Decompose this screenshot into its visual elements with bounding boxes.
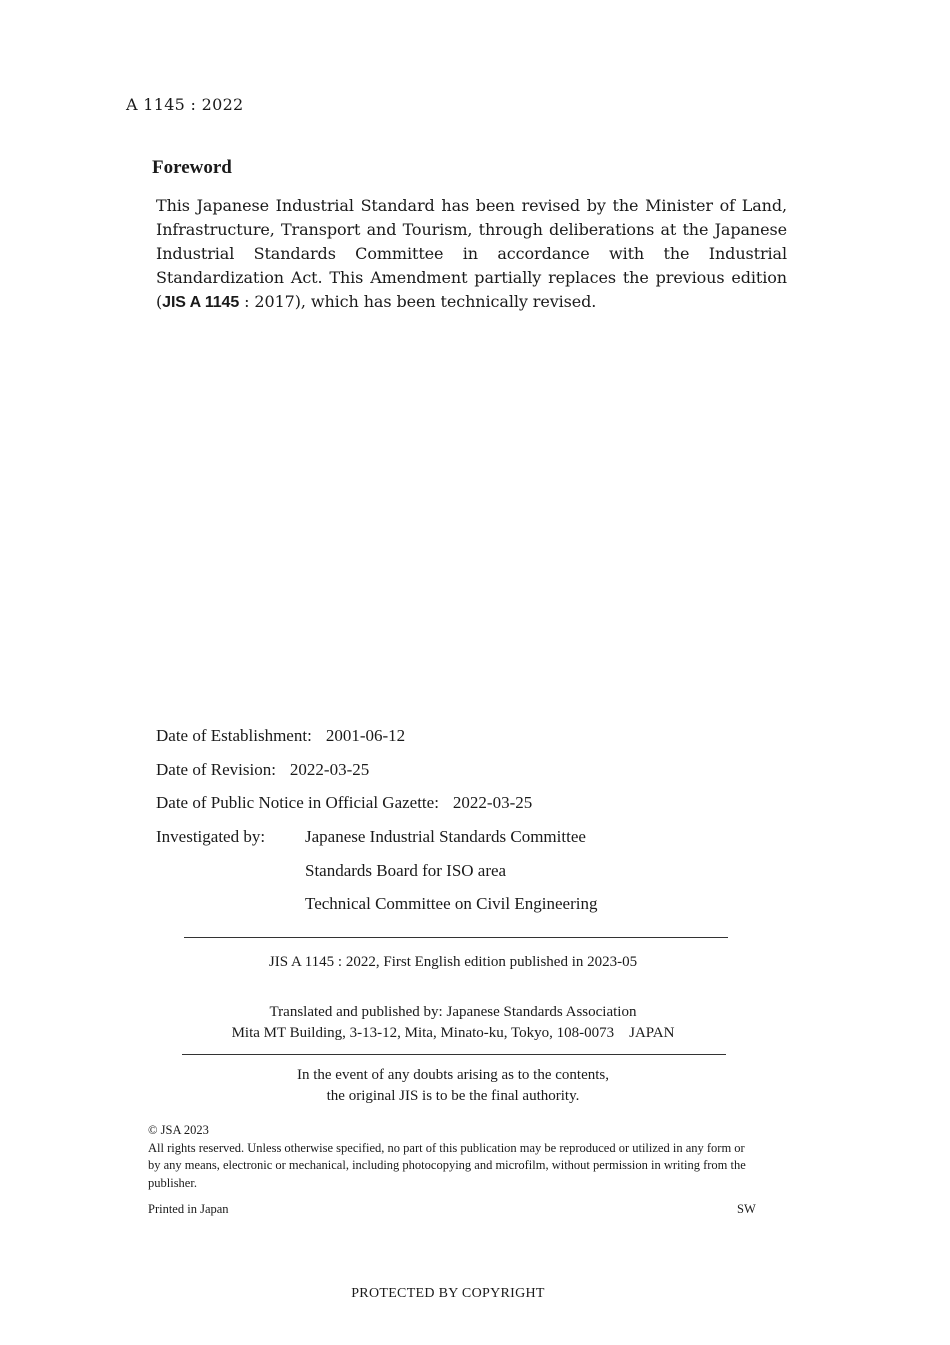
- authority-line-2: the original JIS is to be the final authority.: [326, 1088, 580, 1104]
- standard-code: A 1145 : 2022: [126, 95, 244, 114]
- rights-statement: All rights reserved. Unless otherwise specified, no part of this publication may be reproduced or utilized in any form or by any means, electronic or mechanical, including photocopying and microfilm, without permission in writing from the publisher.: [148, 1140, 746, 1190]
- foreword-body-text-2: : 2017), which has been technically revised.: [239, 292, 597, 311]
- establishment-date-line: [156, 726, 405, 746]
- notice-value: 2022-03-25: [452, 793, 533, 812]
- address-line: Mita MT Building, 3-13-12, Mita, Minato-ku, Tokyo, 108-0073 JAPAN: [231, 1025, 675, 1041]
- protected-notice: PROTECTED BY COPYRIGHT: [351, 1286, 545, 1301]
- document-code: SW: [737, 1202, 756, 1216]
- foreword-body: [156, 194, 787, 315]
- copyright-block: [148, 1122, 760, 1192]
- establishment-label: Date of Establishment:: [156, 726, 312, 745]
- publisher-line: Translated and published by: Japanese Standards Association: [269, 1004, 637, 1020]
- divider-top: [184, 937, 728, 938]
- divider-bottom: [182, 1054, 726, 1055]
- authority-line-1: In the event of any doubts arising as to the contents,: [296, 1067, 609, 1083]
- investigating-body-2: Standards Board for ISO area: [305, 861, 507, 880]
- investigating-body-3: Technical Committee on Civil Engineering: [305, 894, 598, 913]
- notice-date-line: [156, 793, 532, 813]
- printed-in: Printed in Japan: [148, 1202, 229, 1216]
- foreword-body-text-1: This Japanese Industrial Standard has been revised by the Minister of Land, Infrastructure, Transport and Tourism, through deliberations at the Japanese Industrial Standards Committee in accordance with the Industrial Standardization Act. This Amendment partially replaces the previous edition (: [156, 196, 787, 311]
- investigated-by-label: Investigated by:: [156, 827, 266, 846]
- revision-value: 2022-03-25: [289, 760, 370, 779]
- foreword-standard-reference: JIS A 1145: [162, 294, 240, 311]
- investigating-body-1: Japanese Industrial Standards Committee: [305, 827, 586, 846]
- foreword-heading: Foreword: [152, 157, 232, 178]
- revision-date-line: [156, 760, 369, 780]
- establishment-value: 2001-06-12: [325, 726, 406, 745]
- notice-label: Date of Public Notice in Official Gazette:: [156, 793, 439, 812]
- copyright-notice: © JSA 2023: [148, 1123, 209, 1137]
- edition-line: JIS A 1145 : 2022, First English edition published in 2023-05: [268, 954, 638, 970]
- revision-label: Date of Revision:: [156, 760, 276, 779]
